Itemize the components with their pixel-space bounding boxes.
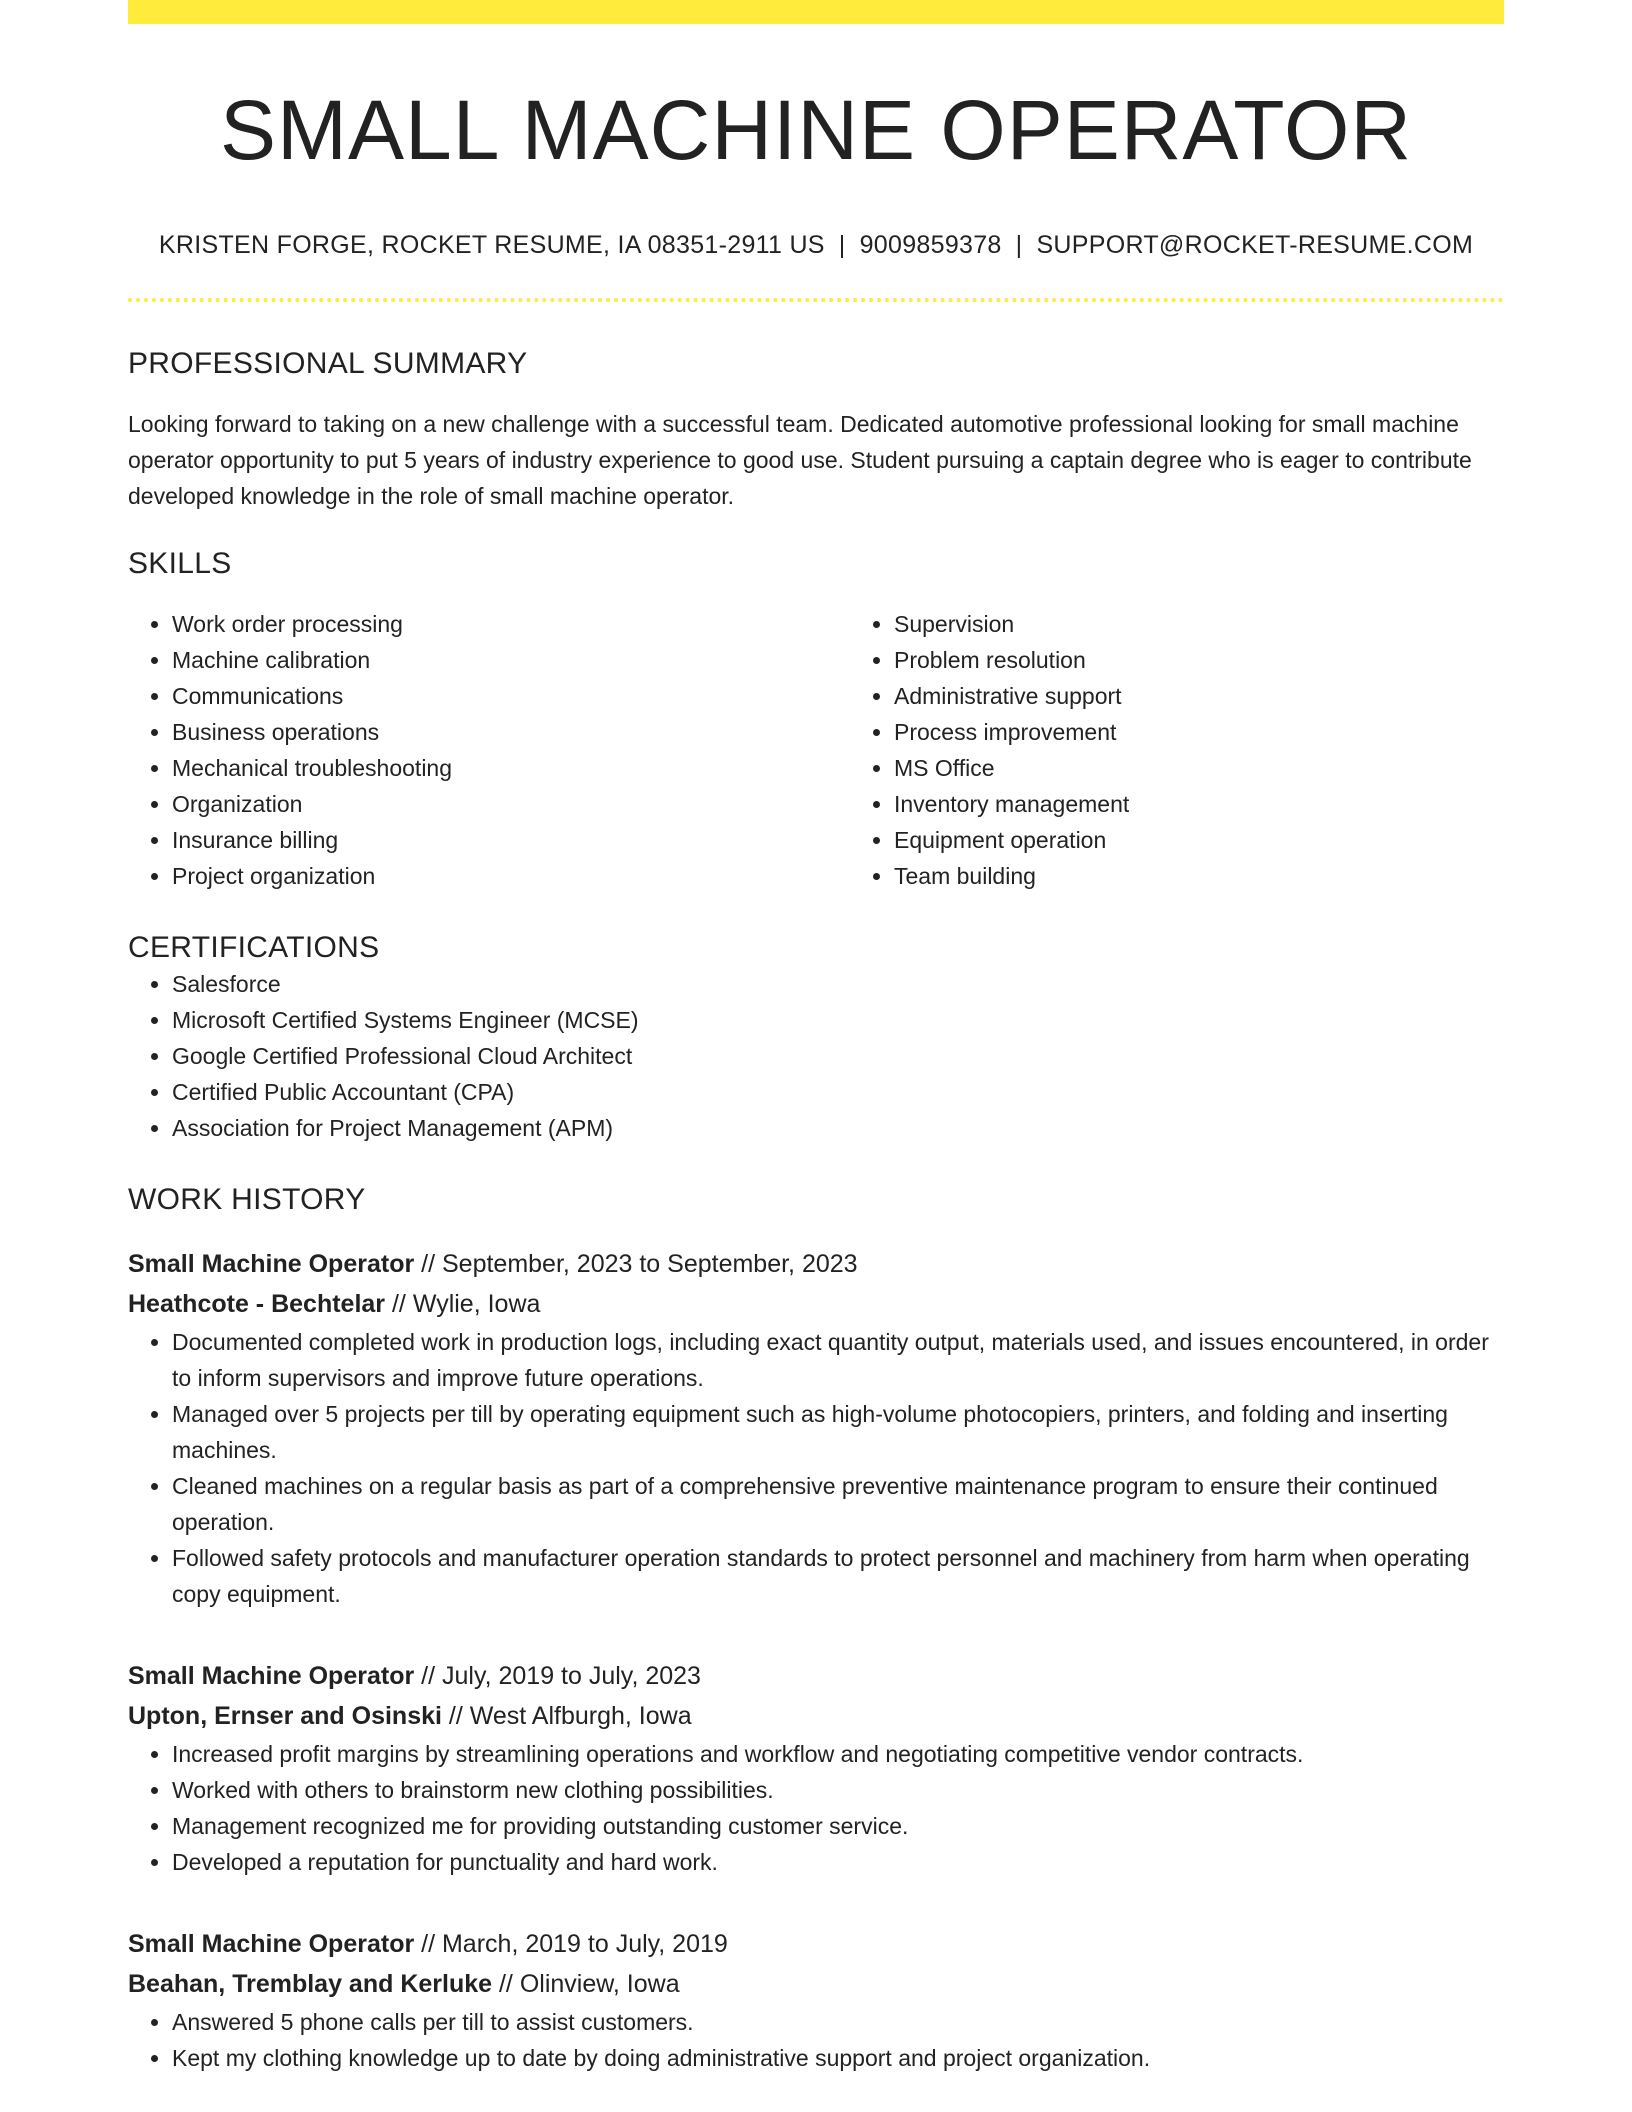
skill-item: • Insurance billing bbox=[172, 822, 850, 858]
job-duty-item: • Answered 5 phone calls per till to assist customers. bbox=[172, 2004, 1504, 2040]
job-duty-item: • Worked with others to brainstorm new clothing possibilities. bbox=[172, 1772, 1504, 1808]
certifications-heading: CERTIFICATIONS bbox=[128, 931, 380, 964]
skill-item: • Organization bbox=[172, 786, 850, 822]
skill-item: • Supervision bbox=[894, 606, 1572, 642]
job-location: // Wylie, Iowa bbox=[385, 1290, 541, 1318]
skill-item: • Communications bbox=[172, 678, 850, 714]
job-duty-item: • Increased profit margins by streamlining operations and workflow and negotiating competitive vendor contracts. bbox=[172, 1736, 1504, 1772]
skill-item: • Mechanical troubleshooting bbox=[172, 750, 850, 786]
job-duty-item: • Kept my clothing knowledge up to date by doing administrative support and project organization. bbox=[172, 2040, 1504, 2076]
certification-item: • Certified Public Accountant (CPA) bbox=[172, 1074, 1504, 1110]
job-duty-item: • Management recognized me for providing outstanding customer service. bbox=[172, 1808, 1504, 1844]
job-duty-item: • Documented completed work in production logs, including exact quantity output, materials used, and issues encountered, in order to inform supervisors and improve future operations. bbox=[172, 1324, 1504, 1396]
certification-item: • Google Certified Professional Cloud Architect bbox=[172, 1038, 1504, 1074]
contact-phone: 9009859378 bbox=[859, 231, 1002, 259]
resume-content bbox=[128, 0, 1504, 2076]
certification-item: • Association for Project Management (APM) bbox=[172, 1110, 1504, 1146]
header-divider bbox=[128, 298, 1504, 302]
certification-item: • Salesforce bbox=[172, 966, 1504, 1002]
certification-item: • Microsoft Certified Systems Engineer (MCSE) bbox=[172, 1002, 1504, 1038]
job-company-line bbox=[128, 1284, 1504, 1324]
job-entry bbox=[128, 1924, 1504, 2076]
skill-item: • Machine calibration bbox=[172, 642, 850, 678]
job-role-line bbox=[128, 1924, 1504, 1964]
job-dates: // July, 2019 to July, 2023 bbox=[414, 1662, 701, 1690]
job-location: // Olinview, Iowa bbox=[492, 1970, 680, 1998]
skill-item: • Inventory management bbox=[894, 786, 1572, 822]
skill-item: • Project organization bbox=[172, 858, 850, 894]
contact-separator: | bbox=[1015, 231, 1023, 259]
skill-item: • Equipment operation bbox=[894, 822, 1572, 858]
job-role: Small Machine Operator bbox=[128, 1662, 415, 1690]
skill-item: • Team building bbox=[894, 858, 1572, 894]
skill-item: • Problem resolution bbox=[894, 642, 1572, 678]
skills-list-right bbox=[850, 606, 1572, 894]
job-role-line bbox=[128, 1656, 1504, 1696]
contact-separator: | bbox=[838, 231, 846, 259]
job-company: Heathcote - Bechtelar bbox=[128, 1290, 386, 1318]
job-duties-list bbox=[128, 1324, 1504, 1612]
skill-item: • Process improvement bbox=[894, 714, 1572, 750]
skill-item: • Administrative support bbox=[894, 678, 1572, 714]
job-dates: // September, 2023 to September, 2023 bbox=[414, 1250, 858, 1278]
job-duty-item: • Developed a reputation for punctuality and hard work. bbox=[172, 1844, 1504, 1880]
job-role-line bbox=[128, 1244, 1504, 1284]
job-role: Small Machine Operator bbox=[128, 1250, 415, 1278]
job-duties-list bbox=[128, 1736, 1504, 1880]
summary-heading: PROFESSIONAL SUMMARY bbox=[128, 347, 528, 380]
job-duty-item: • Followed safety protocols and manufacturer operation standards to protect personnel and machinery from harm when operating copy equipment. bbox=[172, 1540, 1504, 1612]
contact-address: KRISTEN FORGE, ROCKET RESUME, IA 08351-2911 US bbox=[158, 231, 825, 259]
job-location: // West Alfburgh, Iowa bbox=[441, 1702, 692, 1730]
job-entry bbox=[128, 1244, 1504, 1612]
skill-item: • Work order processing bbox=[172, 606, 850, 642]
skill-item: • Business operations bbox=[172, 714, 850, 750]
job-company: Beahan, Tremblay and Kerluke bbox=[128, 1970, 493, 1998]
job-duties-list bbox=[128, 2004, 1504, 2076]
work-history-heading: WORK HISTORY bbox=[128, 1183, 366, 1216]
skills-columns bbox=[128, 606, 1504, 894]
certifications-list bbox=[128, 966, 1504, 1146]
contact-line bbox=[128, 230, 1504, 260]
job-company-line bbox=[128, 1696, 1504, 1736]
job-role: Small Machine Operator bbox=[128, 1930, 415, 1958]
summary-text: Looking forward to taking on a new challenge with a successful team. Dedicated automotive professional looking for small machine operator opportunity to put 5 years of industry experience to good use. Student pursuing a captain degree who is eager to contribute developed knowledge in the role of small machine operator. bbox=[128, 411, 1472, 509]
skills-heading: SKILLS bbox=[128, 547, 232, 580]
job-duty-item: • Cleaned machines on a regular basis as part of a comprehensive preventive maintenance program to ensure their continued operation. bbox=[172, 1468, 1504, 1540]
job-dates: // March, 2019 to July, 2019 bbox=[414, 1930, 728, 1958]
skill-item: • MS Office bbox=[894, 750, 1572, 786]
contact-email: SUPPORT@ROCKET-RESUME.COM bbox=[1036, 231, 1474, 259]
job-company: Upton, Ernser and Osinski bbox=[128, 1702, 442, 1730]
job-duty-item: • Managed over 5 projects per till by operating equipment such as high-volume photocopiers, printers, and folding and inserting machines. bbox=[172, 1396, 1504, 1468]
job-company-line bbox=[128, 1964, 1504, 2004]
skills-list-left bbox=[128, 606, 850, 894]
job-entry bbox=[128, 1656, 1504, 1880]
page-title: SMALL MACHINE OPERATOR bbox=[219, 83, 1412, 177]
